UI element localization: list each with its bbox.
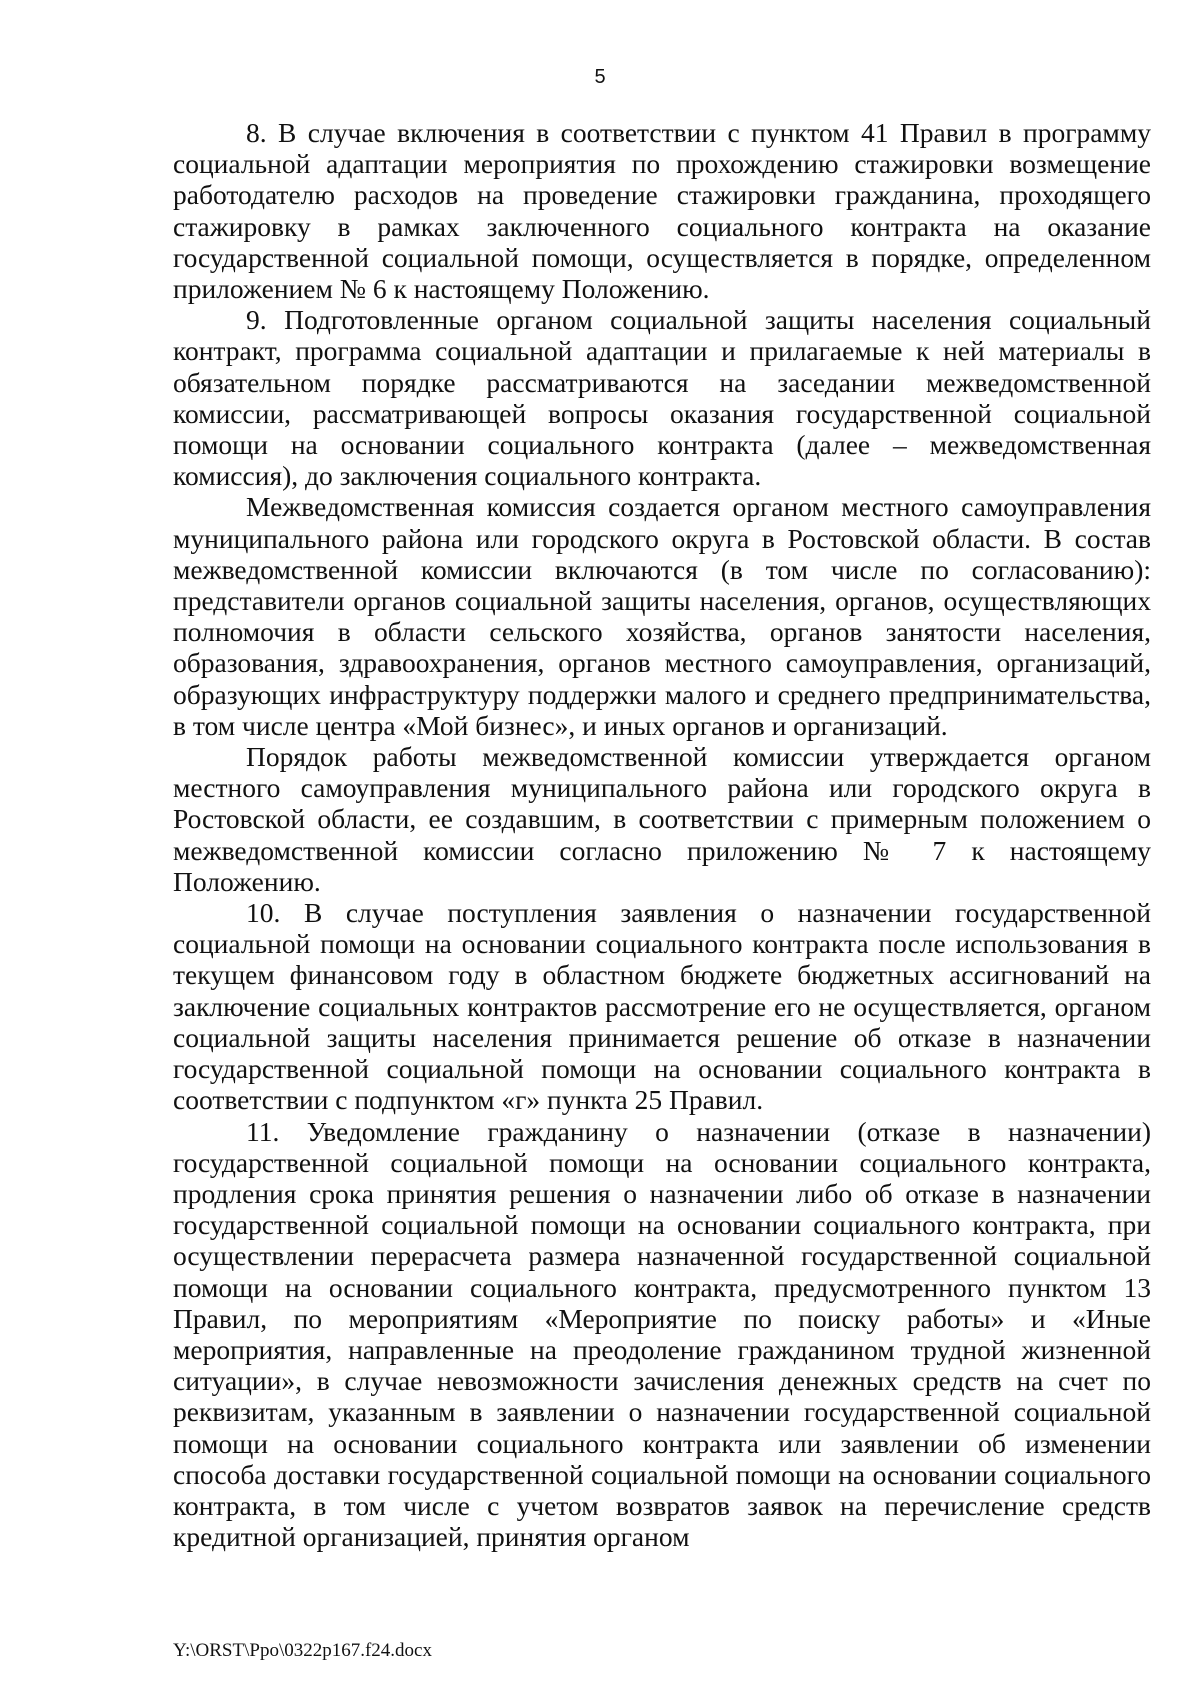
paragraph-10: 10. В случае поступления заявления о назначении государственной социальной помощи на основании социального контракта после использования в текущем финансовом году в областном бюджете бюджетных ассигнований на заключение социальных контрактов рассмотрение его не осуществляется, органом социальной защиты населения принимается решение об отказе в назначении государственной социальной помощи на основании социального контракта в соответствии с подпунктом «г» пункта 25 Правил. — [173, 897, 1151, 1116]
paragraph-commission-procedure: Порядок работы межведомственной комиссии утверждается органом местного самоуправления муниципального района или городского округа в Ростовской области, ее создавшим, в соответствии с примерным положением о межведомственной комиссии согласно приложению № 7 к настоящему Положению. — [173, 741, 1151, 897]
page-number: 5 — [594, 66, 606, 88]
paragraph-9: 9. Подготовленные органом социальной защиты населения социальный контракт, программа социальной адаптации и прилагаемые к ней материалы в обязательном порядке рассматриваются на заседании межведомственной комиссии, рассматривающей вопросы оказания государственной социальной помощи на основании социального контракта (далее – межведомственная комиссия), до заключения социального контракта. — [173, 304, 1151, 492]
paragraph-8: 8. В случае включения в соответствии с пунктом 41 Правил в программу социальной адаптации мероприятия по прохождению стажировки возмещение работодателю расходов на проведение стажировки гражданина, проходящего стажировку в рамках заключенного социального контракта на оказание государственной социальной помощи, осуществляется в порядке, определенном приложением № 6 к настоящему Положению. — [173, 117, 1151, 305]
footer-file-path: Y:\ORST\Ppo\0322p167.f24.docx — [173, 1640, 432, 1661]
document-body — [173, 117, 1151, 1552]
paragraph-11: 11. Уведомление гражданину о назначении (отказе в назначении) государственной социальной помощи на основании социального контракта, продления срока принятия решения о назначении либо об отказе в назначении государственной социальной помощи на основании социального контракта, при осуществлении перерасчета размера назначенной государственной социальной помощи на основании социального контракта, предусмотренного пунктом 13 Правил, по мероприятиям «Мероприятие по поиску работы» и «Иные мероприятия, направленные на преодоление гражданином трудной жизненной ситуации», в случае невозможности зачисления денежных средств на счет по реквизитам, указанным в заявлении о назначении государственной социальной помощи на основании социального контракта или заявлении об изменении способа доставки государственной социальной помощи на основании социального контракта, в том числе с учетом возвратов заявок на перечисление средств кредитной организацией, принятия органом — [173, 1115, 1151, 1553]
paragraph-commission-composition: Межведомственная комиссия создается органом местного самоуправления муниципального района или городского округа в Ростовской области. В состав межведомственной комиссии включаются (в том числе по согласованию): представители органов социальной защиты населения, органов, осуществляющих полномочия в области сельского хозяйства, органов занятости населения, образования, здравоохранения, органов местного самоуправления, организаций, образующих инфраструктуру поддержки малого и среднего предпринимательства, в том числе центра «Мой бизнес», и иных органов и организаций. — [173, 491, 1151, 741]
